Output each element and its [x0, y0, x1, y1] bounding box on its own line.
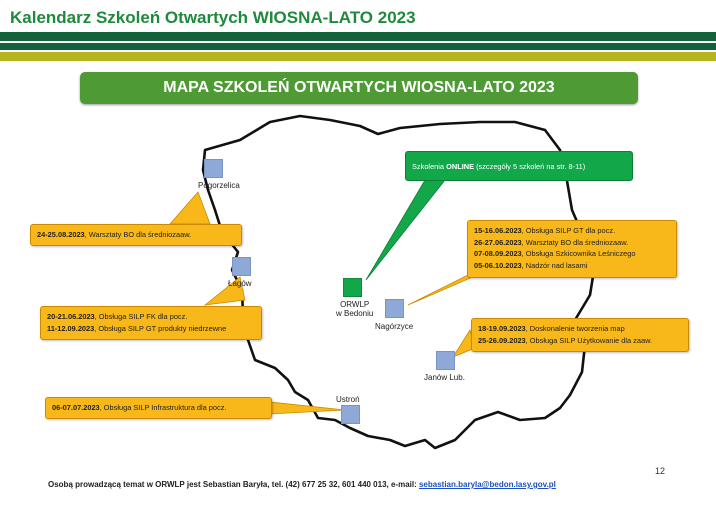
- footer-text: Osobą prowadzącą temat w ORWLP jest Sebastian Baryła, tel. (42) 677 25 32, 601 440 013, e-mail:: [48, 480, 419, 489]
- page-number: 12: [655, 466, 666, 476]
- callout-line: [47, 323, 255, 335]
- callout-text: , Nadzór nad lasami: [521, 260, 588, 270]
- map-banner-title: MAPA SZKOLEŃ OTWARTYCH WIOSNA-LATO 2023: [80, 72, 638, 104]
- callout-line: [47, 311, 255, 323]
- marker-nagorzyce: [385, 299, 404, 318]
- callout-line: [474, 260, 670, 272]
- callout-date: 11-12.09.2023: [47, 323, 95, 333]
- online-bold: ONLINE: [446, 162, 475, 171]
- city-label-nagorzyce: Nagórzyce: [375, 322, 414, 331]
- marker-pogorzelica: [204, 159, 223, 178]
- online-prefix: Szkolenia: [412, 162, 447, 171]
- callout-line: [474, 248, 670, 260]
- callout-text: , Obsługa SILP GT produkty niedrzewne: [94, 323, 227, 333]
- callout-line: [478, 323, 682, 335]
- page-header-title: Kalendarz Szkoleń Otwartych WIOSNA-LATO 2023: [10, 8, 416, 27]
- callout-date: 20-21.06.2023: [47, 312, 95, 321]
- city-label-lagow: Łagów: [228, 279, 252, 288]
- callout-date: 05-06.10.2023: [474, 260, 522, 270]
- callout-line: [474, 237, 670, 249]
- city-label-janow: Janów Lub.: [424, 373, 465, 382]
- callout-date: 06-07.07.2023: [52, 403, 100, 412]
- footer-email-link[interactable]: sebastian.baryla@bedon.lasy.gov.pl: [418, 480, 556, 489]
- callout-text: , Obsługa SILP Użytkowanie dla zaaw.: [525, 335, 653, 345]
- callout-date: 25-26.09.2023: [478, 335, 526, 345]
- callout-date: 24-25.08.2023: [37, 230, 85, 239]
- online-trainings-box: [405, 151, 633, 181]
- footer-contact: [48, 480, 556, 489]
- pointer-pogorzelica: [170, 192, 210, 224]
- callout-text: , Doskonalenie tworzenia map: [525, 324, 625, 333]
- callout-text: , Obsługa SILP GT dla pocz.: [521, 226, 616, 235]
- marker-ustron: [341, 405, 360, 424]
- callout-nagorzyce: [467, 220, 677, 278]
- callout-pogorzelica: [30, 224, 242, 246]
- callout-janow: [471, 318, 689, 352]
- callout-ustron: [45, 397, 272, 419]
- callout-line: [478, 335, 682, 347]
- callout-date: 18-19.09.2023: [478, 324, 526, 333]
- marker-orwlp: [343, 278, 362, 297]
- callout-line: [474, 225, 670, 237]
- callout-text: , Warsztaty BO dla średniozaaw.: [521, 237, 629, 247]
- callout-date: 26-27.06.2023: [474, 237, 522, 247]
- callout-text: , Warsztaty BO dla średniozaaw.: [84, 230, 192, 239]
- city-label-orwlp: ORWLP w Bedoniu: [336, 300, 374, 318]
- callout-text: , Obsługa SILP FK dla pocz.: [94, 312, 188, 321]
- callout-lagow: [40, 306, 262, 340]
- marker-janow: [436, 351, 455, 370]
- marker-lagow: [232, 257, 251, 276]
- callout-text: , Obsługa SILP Infrastruktura dla pocz.: [99, 403, 227, 412]
- city-label-ustron: Ustroń: [336, 395, 360, 404]
- callout-date: 15-16.06.2023: [474, 226, 522, 235]
- city-label-pogorzelica: Pogorzelica: [198, 181, 240, 190]
- online-suffix: (szczegóły 5 szkoleń na str. 8-11): [474, 162, 586, 171]
- callout-date: 07-08.09.2023: [474, 249, 522, 258]
- callout-text: , Obsługa Szkicownika Leśniczego: [521, 249, 636, 258]
